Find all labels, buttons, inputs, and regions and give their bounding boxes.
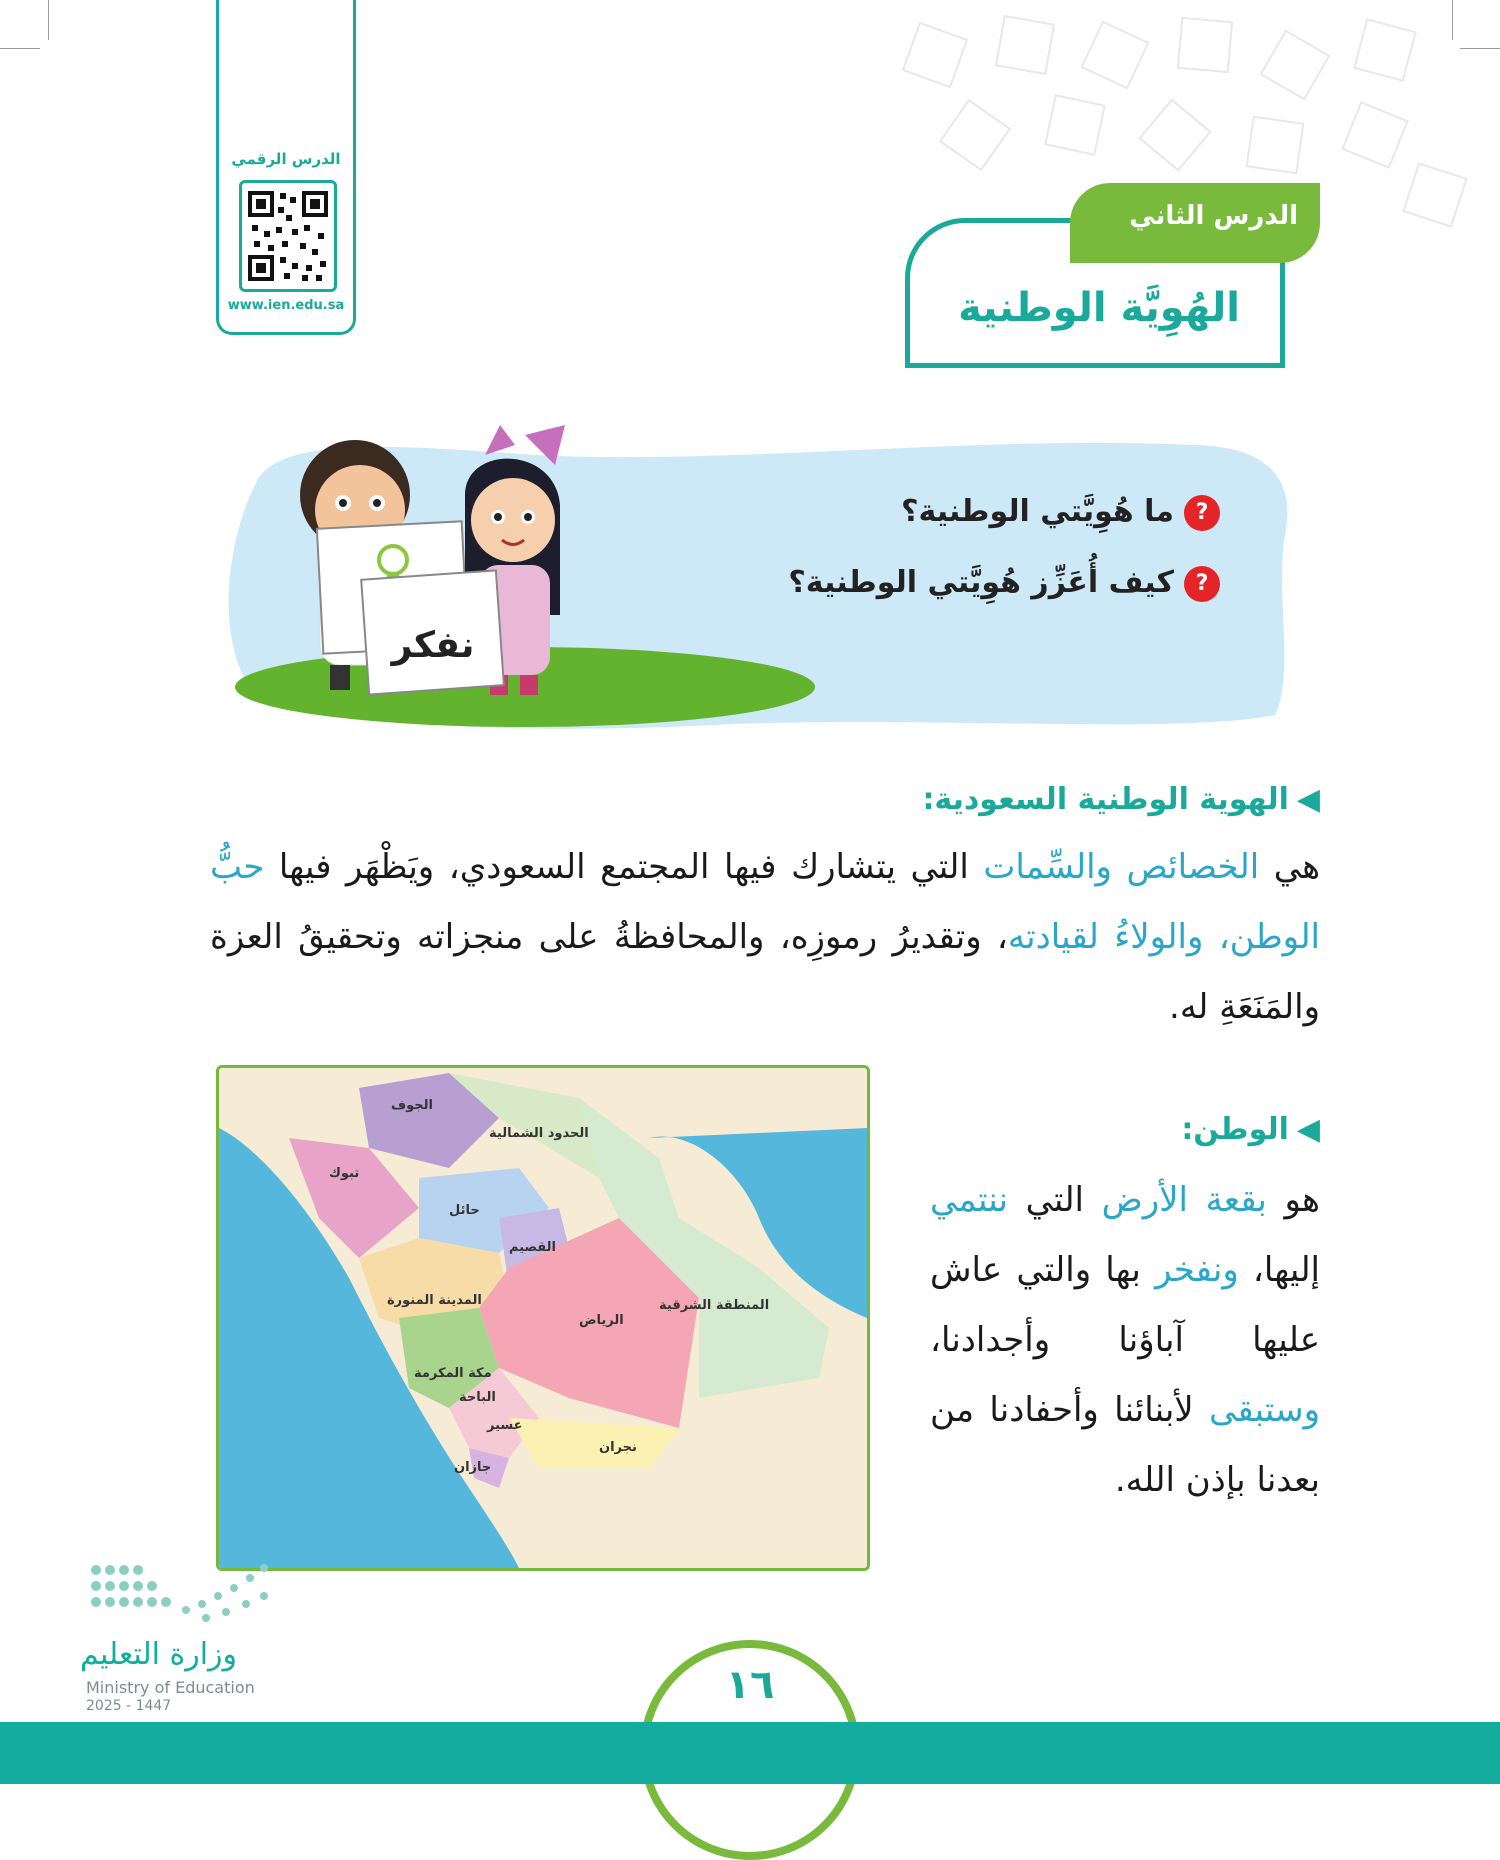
map-label: الحدود الشمالية: [489, 1126, 589, 1141]
map-label: تبوك: [329, 1166, 360, 1181]
qr-code-icon[interactable]: [239, 180, 337, 292]
map-label: نجران: [599, 1440, 637, 1455]
map-label: المدينة المنورة: [387, 1293, 482, 1308]
banner-question-1: [901, 494, 1220, 531]
lesson-number-label: الدرس الثاني: [1129, 201, 1298, 231]
crop-mark: [48, 0, 49, 40]
section-heading-text: الهوية الوطنية السعودية:: [922, 782, 1289, 817]
arrow-right-icon: ◀: [1296, 1112, 1320, 1147]
crop-mark: [0, 48, 40, 49]
map-label: المنطقة الشرقية: [659, 1298, 770, 1313]
think-sign-text: نفكر: [391, 625, 475, 666]
section-heading-national-identity: [922, 782, 1320, 817]
map-label: الجوف: [391, 1098, 433, 1113]
website-link[interactable]: www.ien.edu.sa: [227, 298, 345, 313]
section-heading-text: الوطن:: [1181, 1112, 1289, 1147]
highlight-term: الخصائص والسِّمات: [983, 847, 1260, 887]
map-label: مكة المكرمة: [414, 1366, 492, 1381]
highlight-term: بقعة الأرض: [1101, 1180, 1267, 1220]
question-text: ما هُوِيَّتي الوطنية؟: [901, 494, 1174, 529]
edition-year: 2025 - 1447: [86, 1698, 172, 1714]
highlight-term: ننتمي: [930, 1180, 1008, 1220]
lesson-number-tag: [1070, 183, 1320, 263]
lesson-title: الهُوِيَّة الوطنية: [958, 285, 1240, 331]
question-icon: ?: [1184, 495, 1220, 531]
map-label: عسير: [487, 1418, 523, 1433]
map-label: جازان: [454, 1460, 492, 1475]
arrow-right-icon: ◀: [1296, 782, 1320, 817]
banner-question-2: [788, 565, 1220, 602]
map-label: حائل: [449, 1203, 480, 1218]
map-label: القصيم: [509, 1240, 557, 1255]
question-text: كيف أُعَزِّز هُوِيَّتي الوطنية؟: [788, 565, 1174, 600]
question-icon: ?: [1184, 566, 1220, 602]
page-number: ١٦: [725, 1662, 775, 1708]
national-identity-paragraph: هي الخصائص والسِّمات التي يتشارك فيها المجتمع السعودي، ويَظْهَر فيها حبُّ الوطن، والولاءُ لقيادته، وتقديرُ رموزِه، والمحافظةُ على منجزاته وتحقيقُ العزة والمَنَعَةِ له.: [210, 847, 1321, 1027]
footer-bar: [0, 1722, 1500, 1784]
map-label: الرياض: [579, 1313, 624, 1328]
highlight-term: ونفخر: [1154, 1250, 1239, 1290]
digital-lesson-tab[interactable]: [216, 0, 356, 335]
highlight-term: وستبقى: [1209, 1390, 1320, 1430]
digital-lesson-label: الدرس الرقمي: [231, 150, 341, 168]
ministry-name-english: Ministry of Education: [86, 1678, 255, 1697]
ministry-name-arabic: وزارة التعليم: [80, 1637, 238, 1672]
homeland-paragraph: هو بقعة الأرض التي ننتمي إليها، ونفخر بها والتي عاش عليها آباؤنا وأجدادنا، وستبقى لأبنائنا وأحفادنا من بعدنا بإذن الله.: [930, 1180, 1320, 1500]
ministry-logo-dots: [86, 1560, 276, 1630]
map-label: الباحة: [459, 1390, 496, 1405]
section-heading-homeland: [1181, 1112, 1320, 1147]
highlight-term: حبُّ الوطن، والولاءُ لقيادته: [210, 847, 1320, 957]
saudi-regions-map: [216, 1065, 870, 1571]
